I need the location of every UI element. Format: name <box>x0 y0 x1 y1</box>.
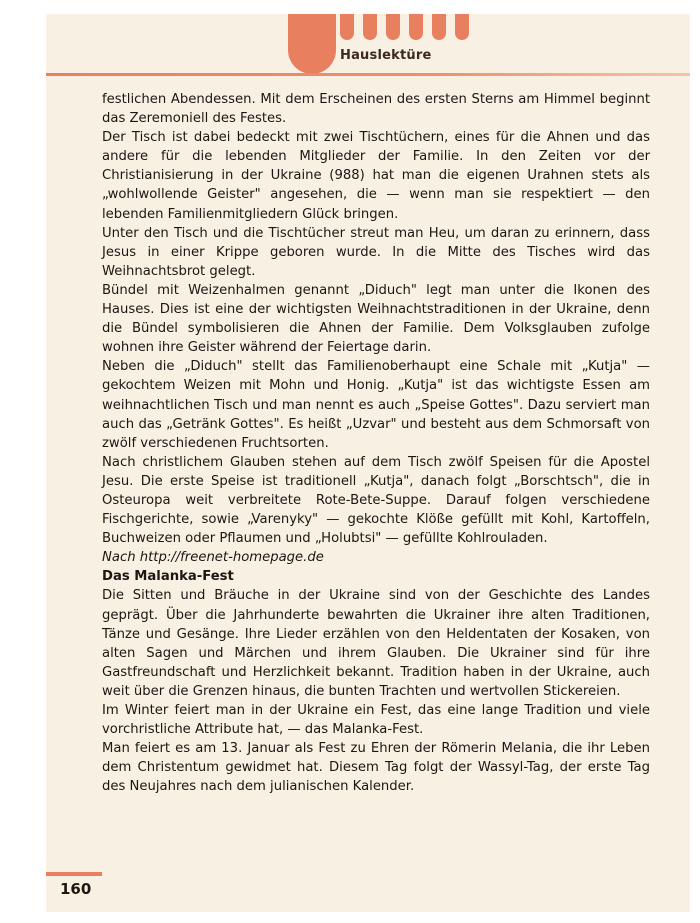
paragraph: Nach christlichem Glauben stehen auf dem Tisch zwölf Speisen für die Apostel Jesu. Die erste Speise ist traditionell „Kutja", danach folgt „Borschtsch", die in Osteuropa weit verbreitete Rote-Bete-Suppe. Darauf folgen verschiedene Fischgerichte, sowie „Varenyky" — gekochte Klöße gefüllt mit Kohl, Kartoffeln, Buchweizen oder Pflaumen und „Holubtsi" — gefüllte Kohlrouladen. <box>102 454 650 547</box>
header-tab-decoration <box>288 14 336 74</box>
paragraph: Der Tisch ist dabei bedeckt mit zwei Tischtüchern, eines für die Ahnen und das andere für die lebenden Mitglieder der Familie. In den Zeiten vor der Christianisierung in der Ukraine (988) hat man die eigenen Urahnen stets als „wohlwollende Geister" angesehen, die — wenn man sie respektiert — den lebenden Familienmitgliedern Glück bringen. <box>102 130 650 222</box>
section-header-title: Hauslektüre <box>340 48 432 63</box>
article-body <box>102 90 650 796</box>
paragraph: Bündel mit Weizenhalmen genannt „Diduch" legt man unter die Ikonen des Hauses. Dies ist eine der wichtigsten Weihnachtstraditionen in der Ukraine, denn die Bündel symbolisieren die Ahnen der Familie. Dem Volksglauben zufolge wohnen ihre Geister während der Feiertage darin. <box>102 282 650 356</box>
section-title: Das Malanka-Fest <box>102 569 234 585</box>
paragraph: Man feiert es am 13. Januar als Fest zu Ehren der Römerin Melania, die ihr Leben dem Christentum gewidmet hat. Diesem Tag folgt der Wassyl-Tag, der erste Tag des Neujahres nach dem julianischen Kalender. <box>102 741 650 795</box>
header-rule <box>46 73 690 76</box>
paragraph: Die Sitten und Bräuche in der Ukraine sind von der Geschichte des Landes geprägt. Über die Jahrhunderte bewahrten die Ukrainer ihre alten Traditionen, Tänze und Gesänge. Ihre Lieder erzählen von den Heldentaten der Kosaken, von alten Sagen und Märchen und ihrem Glauben. Die Ukrainer sind für ihre Gastfreundschaft und Herzlichkeit bekannt. Tradition haben in der Ukraine, auch weit über die Grenzen hinaus, die bunten Trachten und wertvollen Stickereien. <box>102 588 650 699</box>
footer-rule <box>46 872 102 876</box>
paragraph: Unter den Tisch und die Tischtücher streut man Heu, um daran zu erinnern, dass Jesus in einer Krippe geboren wurde. In die Mitte des Tisches wird das Weihnachtsbrot gelegt. <box>102 225 650 279</box>
source-citation: Nach http://freenet-homepage.de <box>102 550 324 566</box>
page-number: 160 <box>60 880 92 898</box>
header-dots-decoration <box>340 14 469 40</box>
paragraph: Im Winter feiert man in der Ukraine ein Fest, das eine lange Tradition und viele vorchristliche Attribute hat, — das Malanka-Fest. <box>102 703 650 738</box>
paragraph: festlichen Abendessen. Mit dem Erscheinen des ersten Sterns am Himmel beginnt das Zeremoniell des Festes. <box>102 92 650 127</box>
book-page <box>46 14 690 912</box>
paragraph: Neben die „Diduch" stellt das Familienoberhaupt eine Schale mit „Kutja" — gekochtem Weizen mit Mohn und Honig. „Kutja" ist das wichtigste Essen am weihnachtlichen Tisch und man nennt es auch „Speise Gottes". Dazu serviert man auch das „Getränk Gottes". Es heißt „Uzvar" und besteht aus dem Schmorsaft von zwölf verschiedenen Fruchtsorten. <box>102 359 650 451</box>
